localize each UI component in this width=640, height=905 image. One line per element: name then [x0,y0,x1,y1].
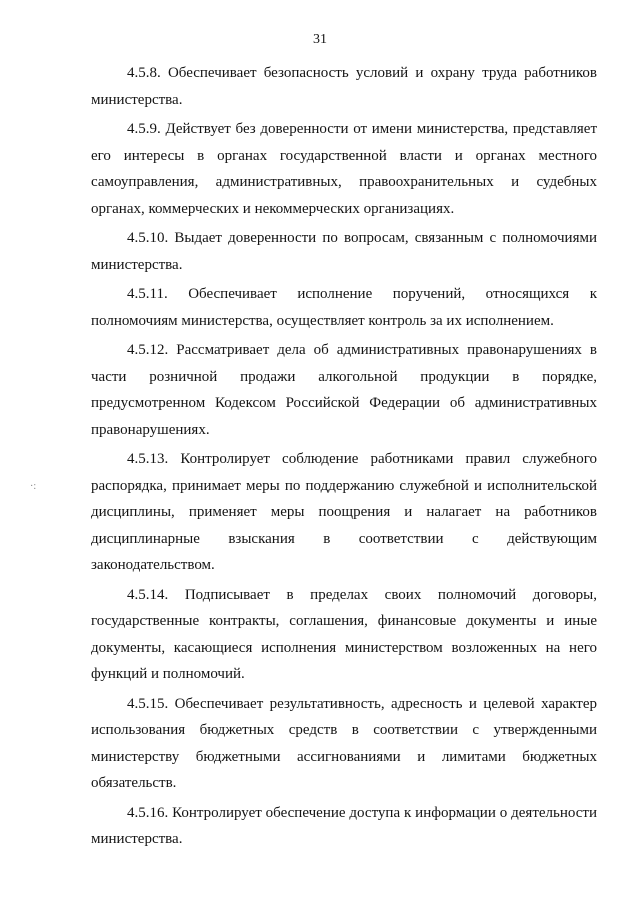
paragraph-4-5-15: 4.5.15. Обеспечивает результативность, адресность и целевой характер использования бюджетных средств в соответствии с утвержденными министерству бюджетными ассигнованиями и лимитами бюджетных обязательств. [91,695,597,791]
document-body [91,60,597,856]
paragraph-4-5-8: 4.5.8. Обеспечивает безопасность условий и охрану труда работников министерства. [91,65,597,108]
paragraph-4-5-12: 4.5.12. Рассматривает дела об административных правонарушениях в части розничной продажи алкогольной продукции в порядке, предусмотренном Кодексом Российской Федерации об административных правонарушениях. [91,342,597,438]
page-number: 31 [313,32,327,47]
paragraph-4-5-13: 4.5.13. Контролирует соблюдение работниками правил служебного распорядка, принимает меры по поддержанию служебной и исполнительской дисциплины, применяет меры поощрения и налагает на работников дисциплинарные взыскания в соответствии с действующим законодательством. [91,451,597,573]
paragraph-4-5-11: 4.5.11. Обеспечивает исполнение поручений, относящихся к полномочиям министерства, осуществляет контроль за их исполнением. [91,286,597,329]
paragraph-4-5-9: 4.5.9. Действует без доверенности от имени министерства, представляет его интересы в органах государственной власти и органах местного самоуправления, административных, правоохранительных и судебных органах, коммерческих и некоммерческих организациях. [91,121,597,217]
paragraph-4-5-16: 4.5.16. Контролирует обеспечение доступа к информации о деятельности министерства. [91,804,597,847]
scan-artifact-mark: ·: [30,481,37,492]
paragraph-4-5-14: 4.5.14. Подписывает в пределах своих полномочий договоры, государственные контракты, соглашения, финансовые документы и иные документы, касающиеся исполнения министерством возложенных на него функций и полномочий. [91,586,597,682]
paragraph-4-5-10: 4.5.10. Выдает доверенности по вопросам, связанным с полномочиями министерства. [91,230,597,273]
